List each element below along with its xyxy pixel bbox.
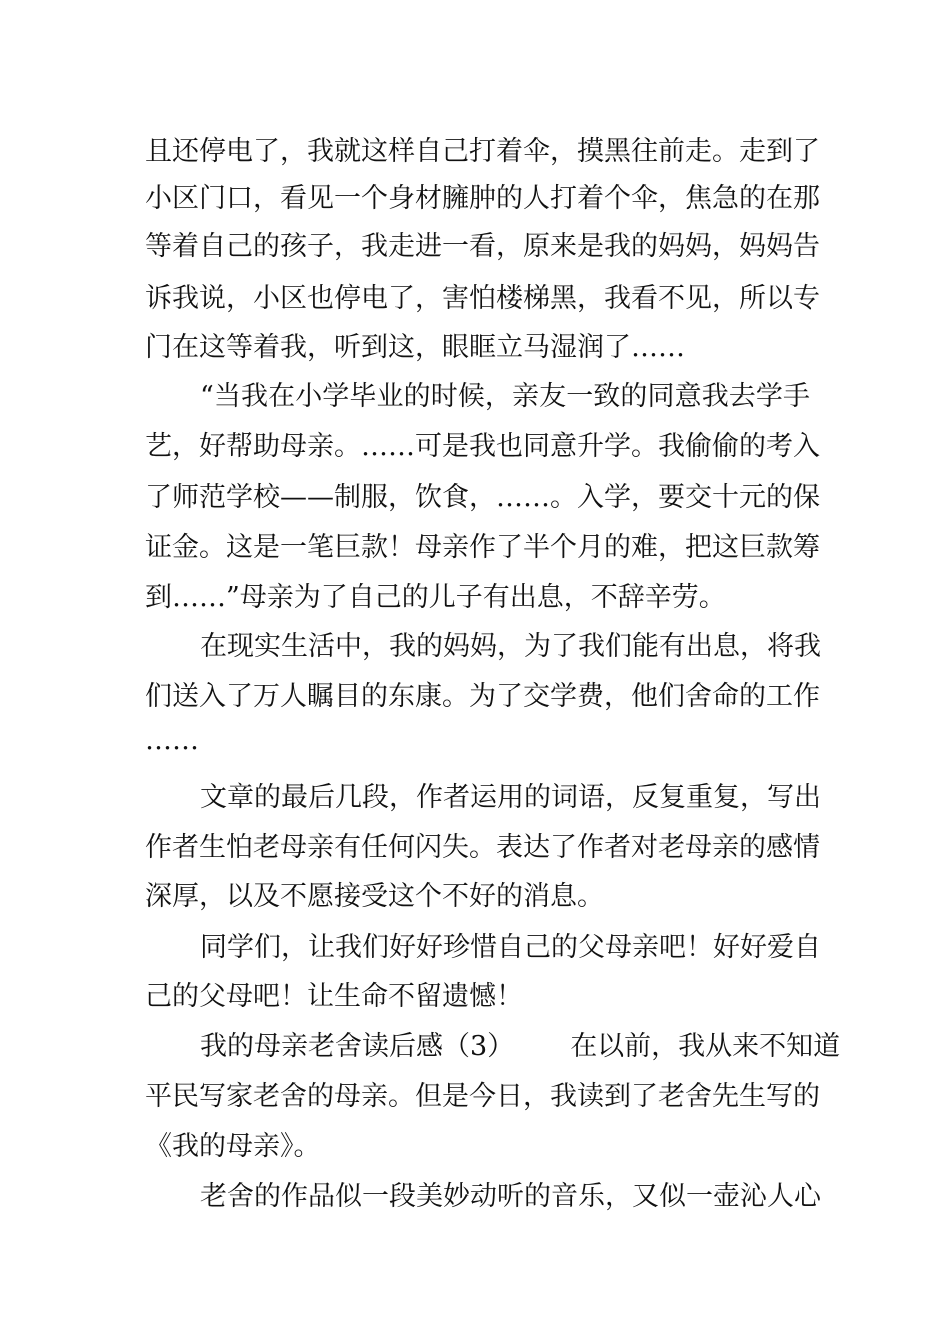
text-line: 门在这等着我，听到这，眼眶立马湿润了…… bbox=[145, 332, 685, 363]
text-line: 己的父母吧！让生命不留遗憾！ bbox=[145, 981, 523, 1012]
text-line: 到……”母亲为了自己的儿子有出息，不辞辛劳。 bbox=[145, 582, 726, 613]
paragraph-start: 在以前，我从来不知道 bbox=[570, 1031, 841, 1062]
text-line: …… bbox=[145, 725, 199, 756]
text-line: 了师范学校——制服，饮食，……。入学，要交十元的保 bbox=[145, 482, 820, 513]
text-line: 平民写家老舍的母亲。但是今日，我读到了老舍先生写的 bbox=[145, 1081, 820, 1112]
text-line: 们送入了万人瞩目的东康。为了交学费，他们舍命的工作 bbox=[145, 681, 820, 712]
text-line: 诉我说，小区也停电了，害怕楼梯黑，我看不见，所以专 bbox=[145, 283, 820, 314]
text-line: 等着自己的孩子，我走进一看，原来是我的妈妈，妈妈告 bbox=[145, 231, 820, 262]
text-line: 艺，好帮助母亲。……可是我也同意升学。我偷偷的考入 bbox=[145, 431, 820, 462]
text-line: 作者生怕老母亲有任何闪失。表达了作者对老母亲的感情 bbox=[145, 832, 820, 863]
text-line: 小区门口，看见一个身材臃肿的人打着个伞，焦急的在那 bbox=[145, 183, 820, 214]
section-heading: 我的母亲老舍读后感（3） bbox=[200, 1031, 515, 1062]
text-line: 文章的最后几段，作者运用的词语，反复重复，写出 bbox=[200, 782, 821, 813]
text-line: 在现实生活中，我的妈妈，为了我们能有出息，将我 bbox=[200, 631, 821, 662]
text-line: “当我在小学毕业的时候，亲友一致的同意我去学手 bbox=[200, 381, 810, 412]
text-line: 老舍的作品似一段美妙动听的音乐，又似一壶沁人心 bbox=[200, 1181, 821, 1212]
text-line: 《我的母亲》。 bbox=[145, 1131, 321, 1162]
text-line bbox=[200, 1022, 841, 1072]
text-line: 证金。这是一笔巨款！母亲作了半个月的难，把这巨款筹 bbox=[145, 532, 820, 563]
text-line: 同学们，让我们好好珍惜自己的父母亲吧！好好爱自 bbox=[200, 932, 821, 963]
text-line: 深厚，以及不愿接受这个不好的消息。 bbox=[145, 881, 604, 912]
text-line: 且还停电了，我就这样自己打着伞，摸黑往前走。走到了 bbox=[145, 136, 820, 167]
